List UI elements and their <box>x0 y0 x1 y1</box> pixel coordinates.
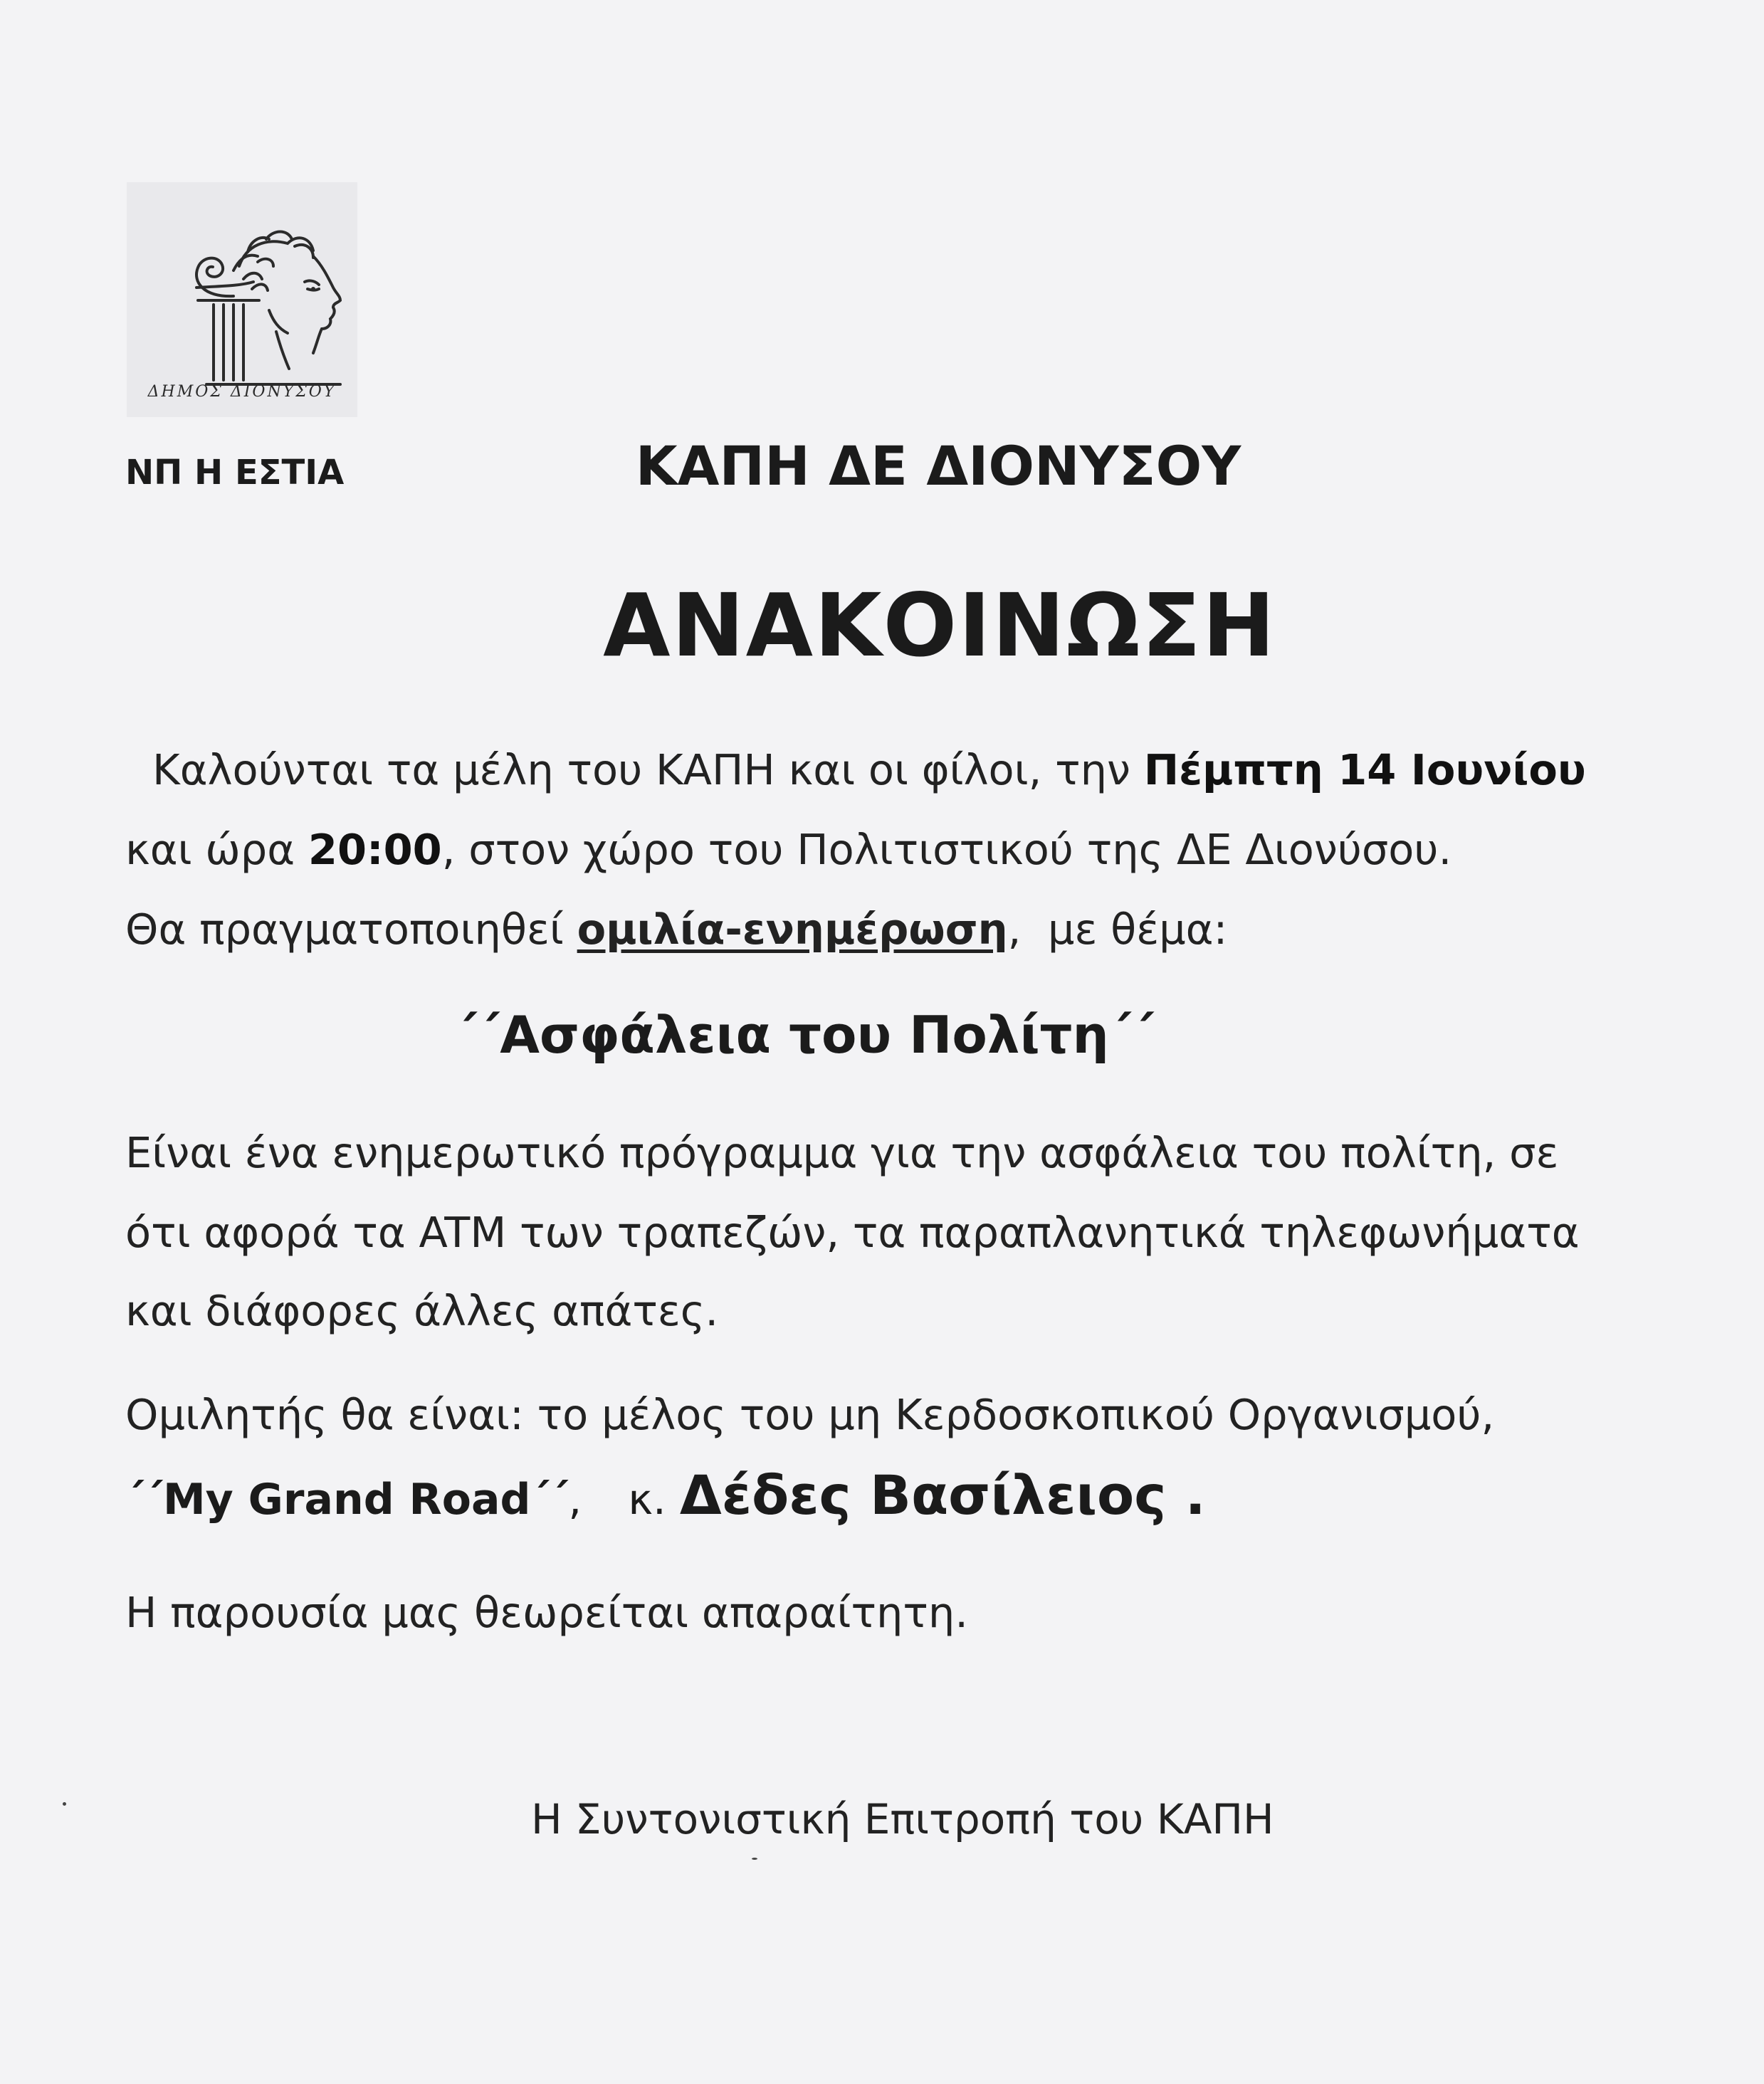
dionysus-column-icon <box>127 182 357 389</box>
organization-label: ΝΠ Η ΕΣΤΙΑ <box>125 453 345 493</box>
description-line-2: ότι αφορά τα ATM των τραπεζών, τα παραπλανητικά τηλεφωνήματα <box>125 1208 1580 1257</box>
event-time: 20:00 <box>308 825 442 874</box>
description-line-1: Είναι ένα ενημερωτικό πρόγραμμα για την ασφάλεια του πολίτη, σε <box>125 1128 1559 1177</box>
scan-speck <box>63 1802 66 1806</box>
invitation-line-1: Καλούνται τα μέλη του ΚΑΠΗ και οι φίλοι, την Πέμπτη 14 Ιουνίου <box>152 745 1586 794</box>
invitation-line-2: και ώρα 20:00, στον χώρο του Πολιτιστικού της ΔΕ Διονύσου. <box>125 825 1452 874</box>
speaker-intro: Ομιλητής θα είναι: το μέλος του μη Κερδοσκοπικού Οργανισμού, <box>125 1390 1495 1439</box>
logo-caption: ΔΗΜΟΣ ΔΙΟΝΥΣΟΥ <box>147 383 337 401</box>
signature: Η Συντονιστική Επιτροπή του ΚΑΠΗ <box>531 1795 1274 1843</box>
kapi-heading: ΚΑΠΗ ΔΕ ΔΙΟΝΥΣΟΥ <box>635 434 1241 498</box>
dimos-dionysou-logo <box>127 182 357 417</box>
event-date: Πέμπτη 14 Ιουνίου <box>1143 745 1586 794</box>
invitation-line-3: Θα πραγματοποιηθεί ομιλία-ενημέρωση, με θέμα: <box>125 905 1228 954</box>
speaker-name: Δέδες Βασίλειος . <box>679 1463 1206 1527</box>
event-type: ομιλία-ενημέρωση <box>577 905 1008 954</box>
speaker-line: ΄΄My Grand Road΄΄, κ. Δέδες Βασίλειος . <box>125 1463 1206 1527</box>
speaker-title: κ. <box>628 1475 666 1524</box>
announcement-title: ΑΝΑΚΟΙΝΩΣΗ <box>603 575 1276 676</box>
scan-speck <box>752 1858 757 1860</box>
description-line-3: και διάφορες άλλες απάτες. <box>125 1286 719 1335</box>
talk-topic: ΄΄Ασφάλεια του Πολίτη΄΄ <box>454 1005 1155 1065</box>
closing-line: Η παρουσία μας θεωρείται απαραίτητη. <box>125 1588 969 1637</box>
speaker-organization: ΄΄My Grand Road΄΄ <box>125 1475 569 1525</box>
